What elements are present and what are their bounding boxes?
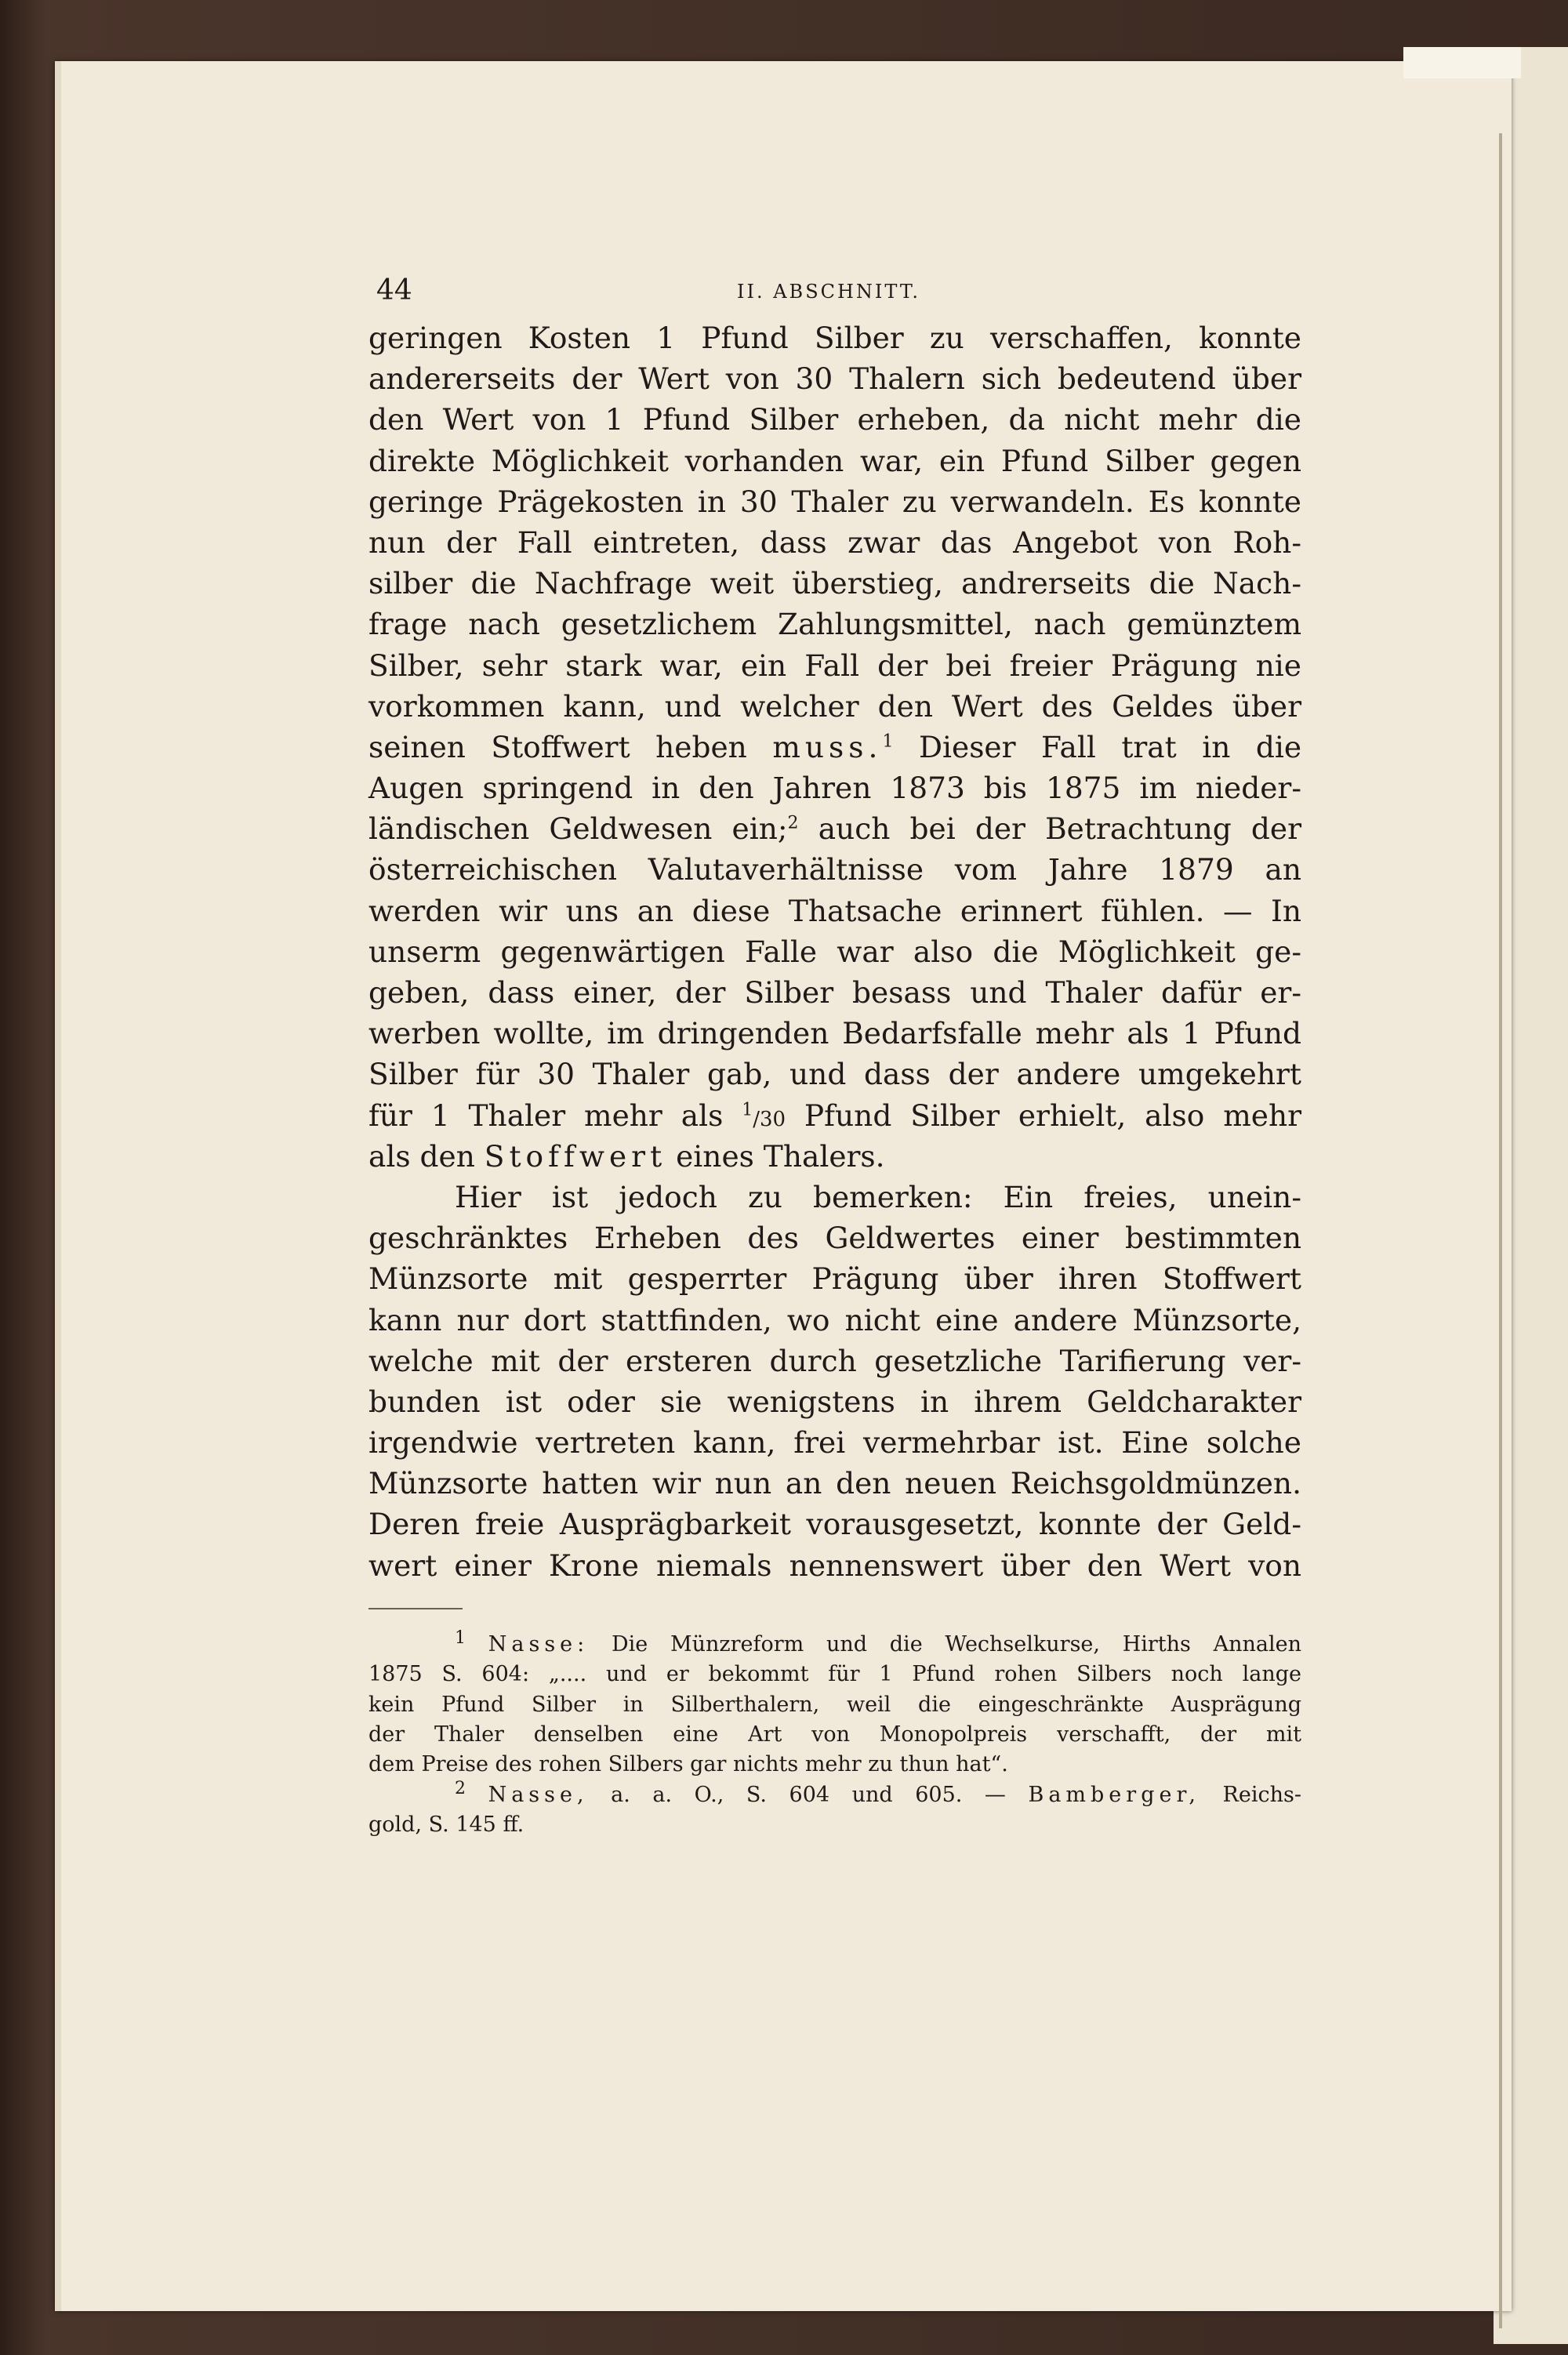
- gutter-line: [1499, 133, 1502, 2328]
- footnote-marker: 2: [455, 1778, 466, 1798]
- body-line: irgendwie vertreten kann, frei vermehrbar ist. Eine solche: [368, 1425, 1301, 1461]
- text-run: ländischen Geldwesen ein;: [368, 811, 788, 847]
- text-block: [368, 274, 1301, 1841]
- body-line: österreichischen Valutaverhältnisse vom Jahre 1879 an: [368, 852, 1301, 887]
- footnote-marker: 1: [455, 1627, 466, 1648]
- body-line: vorkommen kann, und welcher den Wert des Geldes über: [368, 688, 1301, 724]
- body-line: [368, 727, 1301, 767]
- body-line: wert einer Krone niemals nennenswert über den Wert von: [368, 1548, 1301, 1583]
- footnote-ref-1: 1: [882, 731, 894, 752]
- footnote-author: Bamberger,: [1028, 1782, 1200, 1807]
- body-line: Deren freie Ausprägbarkeit vorausgesetzt, konnte der Geld-: [368, 1507, 1301, 1542]
- footnotes: [368, 1627, 1301, 1841]
- spaced-emphasis: Stoffwert: [484, 1138, 667, 1174]
- body-line: geben, dass einer, der Silber besass und Thaler dafür er-: [368, 975, 1301, 1010]
- body-line: nun der Fall eintreten, dass zwar das Angebot von Roh-: [368, 524, 1301, 560]
- fraction-denominator: /30: [753, 1107, 786, 1131]
- footnote-author: Nasse:: [488, 1631, 590, 1656]
- body-line: Silber, sehr stark war, ein Fall der bei freier Prägung nie: [368, 648, 1301, 683]
- text-run: eines Thalers.: [676, 1138, 885, 1174]
- text-run: a. a. O., S. 604 und 605. —: [611, 1782, 1006, 1807]
- body-line: Silber für 30 Thaler gab, und dass der andere umgekehrt: [368, 1057, 1301, 1092]
- body-line: werden wir uns an diese Thatsache erinnert fühlen. — In: [368, 893, 1301, 928]
- text-run: seinen Stoffwert heben: [368, 729, 747, 764]
- body-line: welche mit der ersteren durch gesetzliche Tarifierung ver-: [368, 1343, 1301, 1378]
- body-line: geschränktes Erheben des Geldwertes einer bestimmten: [368, 1221, 1301, 1256]
- body-line: [368, 1095, 1301, 1136]
- body-line: den Wert von 1 Pfund Silber erheben, da nicht mehr die: [368, 402, 1301, 437]
- footnote-line: dem Preise des rohen Silbers gar nichts mehr zu thun hat“.: [368, 1752, 1008, 1777]
- fraction-numerator: 1: [742, 1100, 753, 1120]
- footnote-line: gold, S. 145 ff.: [368, 1813, 524, 1838]
- body-line: unserm gegenwärtigen Falle war also die Möglichkeit ge-: [368, 934, 1301, 969]
- body-line: frage nach gesetzlichem Zahlungsmittel, nach gemünztem: [368, 607, 1301, 642]
- footnote-rule: [368, 1608, 463, 1609]
- text-run: Die Münzreform und die Wechselkurse, Hirths Annalen: [611, 1631, 1301, 1656]
- body-line: kann nur dort stattfinden, wo nicht eine andere Münzsorte,: [368, 1302, 1301, 1337]
- body-line: silber die Nachfrage weit überstieg, andrerseits die Nach-: [368, 566, 1301, 601]
- body-line: [368, 1136, 1301, 1177]
- body-line: Münzsorte hatten wir nun an den neuen Reichsgoldmünzen.: [368, 1466, 1301, 1501]
- text-run: Reichs-: [1222, 1782, 1301, 1807]
- body-line: bunden ist oder sie wenigstens in ihrem Geldcharakter: [368, 1384, 1301, 1419]
- running-head: II. ABSCHNITT.: [737, 281, 920, 303]
- text-run: als den: [368, 1138, 475, 1174]
- page-number: 44: [376, 274, 412, 307]
- page-header: [368, 274, 1301, 318]
- body-line: werben wollte, im dringenden Bedarfsfalle mehr als 1 Pfund: [368, 1016, 1301, 1051]
- body-line: direkte Möglichkeit vorhanden war, ein Pfund Silber gegen: [368, 443, 1301, 478]
- spaced-emphasis: muss.: [772, 729, 883, 764]
- footnote-line: kein Pfund Silber in Silberthalern, weil die eingeschränkte Ausprägung: [368, 1692, 1301, 1717]
- footnote-2: [368, 1780, 1301, 1810]
- body-line: Hier ist jedoch zu bemerken: Ein freies, unein-: [455, 1179, 1301, 1214]
- body-line: geringe Prägekosten in 30 Thaler zu verwandeln. Es konnte: [368, 484, 1301, 519]
- text-run: Pfund Silber erhielt, also mehr: [804, 1098, 1302, 1133]
- footnote-1: [368, 1627, 1301, 1660]
- text-run: Dieser Fall trat in die: [918, 729, 1302, 764]
- body-line: [368, 808, 1301, 849]
- main-paragraph-1: [368, 318, 1301, 1177]
- footnote-line: 1875 S. 604: „.... und er bekommt für 1 Pfund rohen Silbers noch lange: [368, 1662, 1301, 1687]
- body-line: andererseits der Wert von 30 Thalern sich bedeutend über: [368, 361, 1301, 397]
- footnote-ref-2: 2: [787, 813, 799, 833]
- footnote-line: der Thaler denselben eine Art von Monopolpreis verschafft, der mit: [368, 1722, 1301, 1747]
- text-run: auch bei der Betrachtung der: [818, 811, 1301, 847]
- text-run: für 1 Thaler mehr als: [368, 1098, 724, 1133]
- body-line: Münzsorte mit gesperrter Prägung über ihren Stoffwert: [368, 1261, 1301, 1297]
- main-paragraph-2: [368, 1177, 1301, 1586]
- body-line: Augen springend in den Jahren 1873 bis 1875 im nieder-: [368, 771, 1301, 806]
- body-line: geringen Kosten 1 Pfund Silber zu verschaffen, konnte: [368, 321, 1301, 355]
- torn-corner: [1403, 47, 1521, 78]
- footnote-author: Nasse,: [488, 1782, 589, 1807]
